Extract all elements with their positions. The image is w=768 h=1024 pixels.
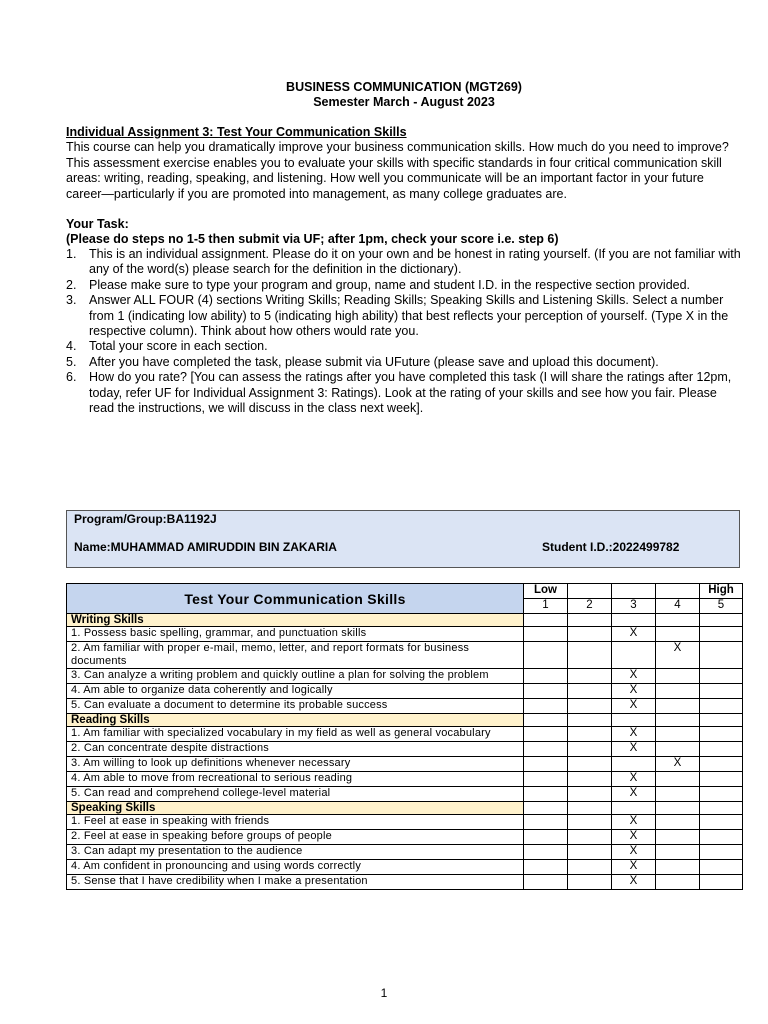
rating-cell-2[interactable] [568,772,612,787]
scale-4: 4 [656,599,700,614]
table-row [67,742,743,757]
skill-item: 3. Am willing to look up definitions whenever necessary [67,757,524,772]
rating-cell-1[interactable] [524,772,568,787]
rating-cell-1[interactable] [524,699,568,714]
skill-item: 1. Am familiar with specialized vocabulary in my field as well as general vocabulary [67,727,524,742]
rating-cell-5[interactable] [700,642,743,669]
rating-cell-4[interactable] [656,860,700,875]
rating-cell-3[interactable]: X [612,787,656,802]
rating-cell-1[interactable] [524,684,568,699]
student-name: Name:MUHAMMAD AMIRUDDIN BIN ZAKARIA [74,540,337,554]
rating-cell-3[interactable] [612,642,656,669]
course-title: BUSINESS COMMUNICATION (MGT269) [286,80,522,94]
section-label: Speaking Skills [67,802,524,815]
skill-item: 4. Am able to organize data coherently and logically [67,684,524,699]
task-step-number: 2. [66,277,77,292]
skill-item: 2. Can concentrate despite distractions [67,742,524,757]
rating-cell-2[interactable] [568,815,612,830]
high-label: High [700,584,743,599]
assignment-intro: This course can help you dramatically improve your business communication skills. How much do you need to improve? This assessment exercise enables you to evaluate your skills with specific standards in four critical communication skill areas: writing, reading, speaking, and listening. How well you communicate will be an important factor in your future career—particularly if you are promoted into management, as many college graduates are. [66,140,729,201]
rating-cell-1[interactable] [524,757,568,772]
task-step [66,355,742,370]
rating-cell-5[interactable] [700,772,743,787]
table-row [67,860,743,875]
task-step-number: 4. [66,339,77,354]
rating-cell-2[interactable] [568,699,612,714]
scale-3: 3 [612,599,656,614]
rating-cell-5[interactable] [700,684,743,699]
rating-cell-3[interactable]: X [612,845,656,860]
rating-cell-3[interactable]: X [612,815,656,830]
rating-cell-2[interactable] [568,742,612,757]
rating-cell-3[interactable]: X [612,727,656,742]
skill-item: 5. Can read and comprehend college-level material [67,787,524,802]
assignment-heading: Individual Assignment 3: Test Your Communication Skills [66,125,407,139]
skill-item: 2. Am familiar with proper e-mail, memo, letter, and report formats for business documents [67,642,524,669]
table-row [67,830,743,845]
rating-cell-3[interactable]: X [612,684,656,699]
task-step-number: 6. [66,370,77,385]
task-step-text: Please make sure to type your program and group, name and student I.D. in the respective section provided. [89,277,691,292]
rating-cell-2[interactable] [568,727,612,742]
skill-item: 2. Feel at ease in speaking before groups of people [67,830,524,845]
skill-item: 3. Can adapt my presentation to the audience [67,845,524,860]
rating-cell-2[interactable] [568,684,612,699]
table-row [67,845,743,860]
table-row [67,684,743,699]
rating-cell-4[interactable] [656,787,700,802]
table-row [67,757,743,772]
task-step-text: Total your score in each section. [89,339,268,354]
skill-item: 5. Sense that I have credibility when I make a presentation [67,875,524,890]
scale-2: 2 [568,599,612,614]
rating-cell-5[interactable] [700,875,743,890]
rating-cell-1[interactable] [524,627,568,642]
rating-cell-4[interactable]: X [656,642,700,669]
rating-cell-3[interactable]: X [612,860,656,875]
section-header-row [67,714,743,727]
scale-1: 1 [524,599,568,614]
rating-cell-4[interactable] [656,742,700,757]
rating-cell-1[interactable] [524,727,568,742]
rating-cell-4[interactable] [656,772,700,787]
low-label: Low [524,584,568,599]
rating-cell-4[interactable] [656,815,700,830]
rating-cell-1[interactable] [524,875,568,890]
page-number: 1 [380,986,388,1000]
table-title: Test Your Communication Skills [67,584,524,614]
rating-cell-4[interactable]: X [656,757,700,772]
skill-item: 1. Possess basic spelling, grammar, and punctuation skills [67,627,524,642]
rating-cell-2[interactable] [568,669,612,684]
skill-item: 1. Feel at ease in speaking with friends [67,815,524,830]
rating-cell-5[interactable] [700,669,743,684]
section-label: Reading Skills [67,714,524,727]
rating-cell-5[interactable] [700,727,743,742]
table-row [67,787,743,802]
rating-cell-4[interactable] [656,830,700,845]
rating-cell-4[interactable] [656,875,700,890]
section-label: Writing Skills [67,614,524,627]
task-step-text: Answer ALL FOUR (4) sections Writing Skills; Reading Skills; Speaking Skills and Listening Skills. Select a number from 1 (indicating low ability) to 5 (indicating high ability) that best reflects your perception of yourself. (Type X in the respective column). Think about how others would rate you. [89,293,729,339]
program-group: Program/Group:BA1192J [74,512,217,526]
rating-cell-2[interactable] [568,830,612,845]
rating-cell-1[interactable] [524,815,568,830]
table-row [67,669,743,684]
task-title: Your Task: [66,217,129,231]
rating-cell-5[interactable] [700,699,743,714]
rating-cell-3[interactable]: X [612,742,656,757]
rating-cell-3[interactable] [612,757,656,772]
skills-table [66,583,743,890]
rating-cell-5[interactable] [700,742,743,757]
rating-cell-2[interactable] [568,860,612,875]
table-row [67,727,743,742]
table-row [67,699,743,714]
rating-cell-3[interactable]: X [612,875,656,890]
section-header-row [67,614,743,627]
document-body [66,80,742,416]
rating-cell-1[interactable] [524,642,568,669]
rating-cell-1[interactable] [524,845,568,860]
task-step-text: How do you rate? [You can assess the ratings after you have completed this task (I will share the ratings after 12pm, today, refer UF for Individual Assignment 3: Ratings). Look at the rating of your skills and see how you fair. Please read the instructions, we will discuss in the class next week]. [89,370,732,416]
table-row [67,875,743,890]
scale-5: 5 [700,599,743,614]
task-step-text: This is an individual assignment. Please do it on your own and be honest in rating yourself. (If you are not familiar with any of the word(s) please search for the definition in the dictionary). [89,247,741,277]
rating-cell-1[interactable] [524,860,568,875]
rating-cell-4[interactable] [656,627,700,642]
task-step [66,278,742,293]
rating-cell-5[interactable] [700,627,743,642]
rating-cell-1[interactable] [524,787,568,802]
rating-cell-5[interactable] [700,845,743,860]
task-steps-list [66,247,742,416]
rating-cell-2[interactable] [568,787,612,802]
rating-cell-4[interactable] [656,684,700,699]
rating-cell-3[interactable]: X [612,830,656,845]
student-info-box [66,510,740,568]
task-step [66,370,742,416]
skill-item: 5. Can evaluate a document to determine its probable success [67,699,524,714]
rating-cell-2[interactable] [568,845,612,860]
skill-item: 3. Can analyze a writing problem and quickly outline a plan for solving the problem [67,669,524,684]
rating-cell-4[interactable] [656,669,700,684]
task-step-text: After you have completed the task, please submit via UFuture (please save and upload this document). [89,354,659,369]
rating-cell-5[interactable] [700,860,743,875]
rating-cell-2[interactable] [568,642,612,669]
rating-cell-3[interactable]: X [612,669,656,684]
rating-cell-1[interactable] [524,742,568,757]
rating-cell-2[interactable] [568,757,612,772]
rating-cell-5[interactable] [700,830,743,845]
rating-cell-1[interactable] [524,669,568,684]
rating-cell-5[interactable] [700,815,743,830]
rating-cell-5[interactable] [700,787,743,802]
rating-cell-1[interactable] [524,830,568,845]
task-step-number: 1. [66,247,77,261]
rating-cell-4[interactable] [656,699,700,714]
table-row [67,772,743,787]
task-step-number: 3. [66,293,77,308]
rating-cell-4[interactable] [656,727,700,742]
task-step [66,293,742,339]
skill-item: 4. Am confident in pronouncing and using words correctly [67,860,524,875]
semester-title: Semester March - August 2023 [313,95,495,109]
section-header-row [67,802,743,815]
table-row [67,642,743,669]
skill-item: 4. Am able to move from recreational to serious reading [67,772,524,787]
task-step-number: 5. [66,354,77,369]
student-id: Student I.D.:2022499782 [542,540,680,554]
task-step [66,339,742,354]
rating-cell-3[interactable]: X [612,772,656,787]
rating-cell-3[interactable]: X [612,627,656,642]
rating-cell-2[interactable] [568,875,612,890]
task-step [66,247,742,278]
rating-cell-4[interactable] [656,845,700,860]
task-subtitle: (Please do steps no 1-5 then submit via UF; after 1pm, check your score i.e. step 6) [66,232,559,246]
rating-cell-3[interactable]: X [612,699,656,714]
table-row [67,815,743,830]
table-row [67,627,743,642]
rating-cell-5[interactable] [700,757,743,772]
rating-cell-2[interactable] [568,627,612,642]
